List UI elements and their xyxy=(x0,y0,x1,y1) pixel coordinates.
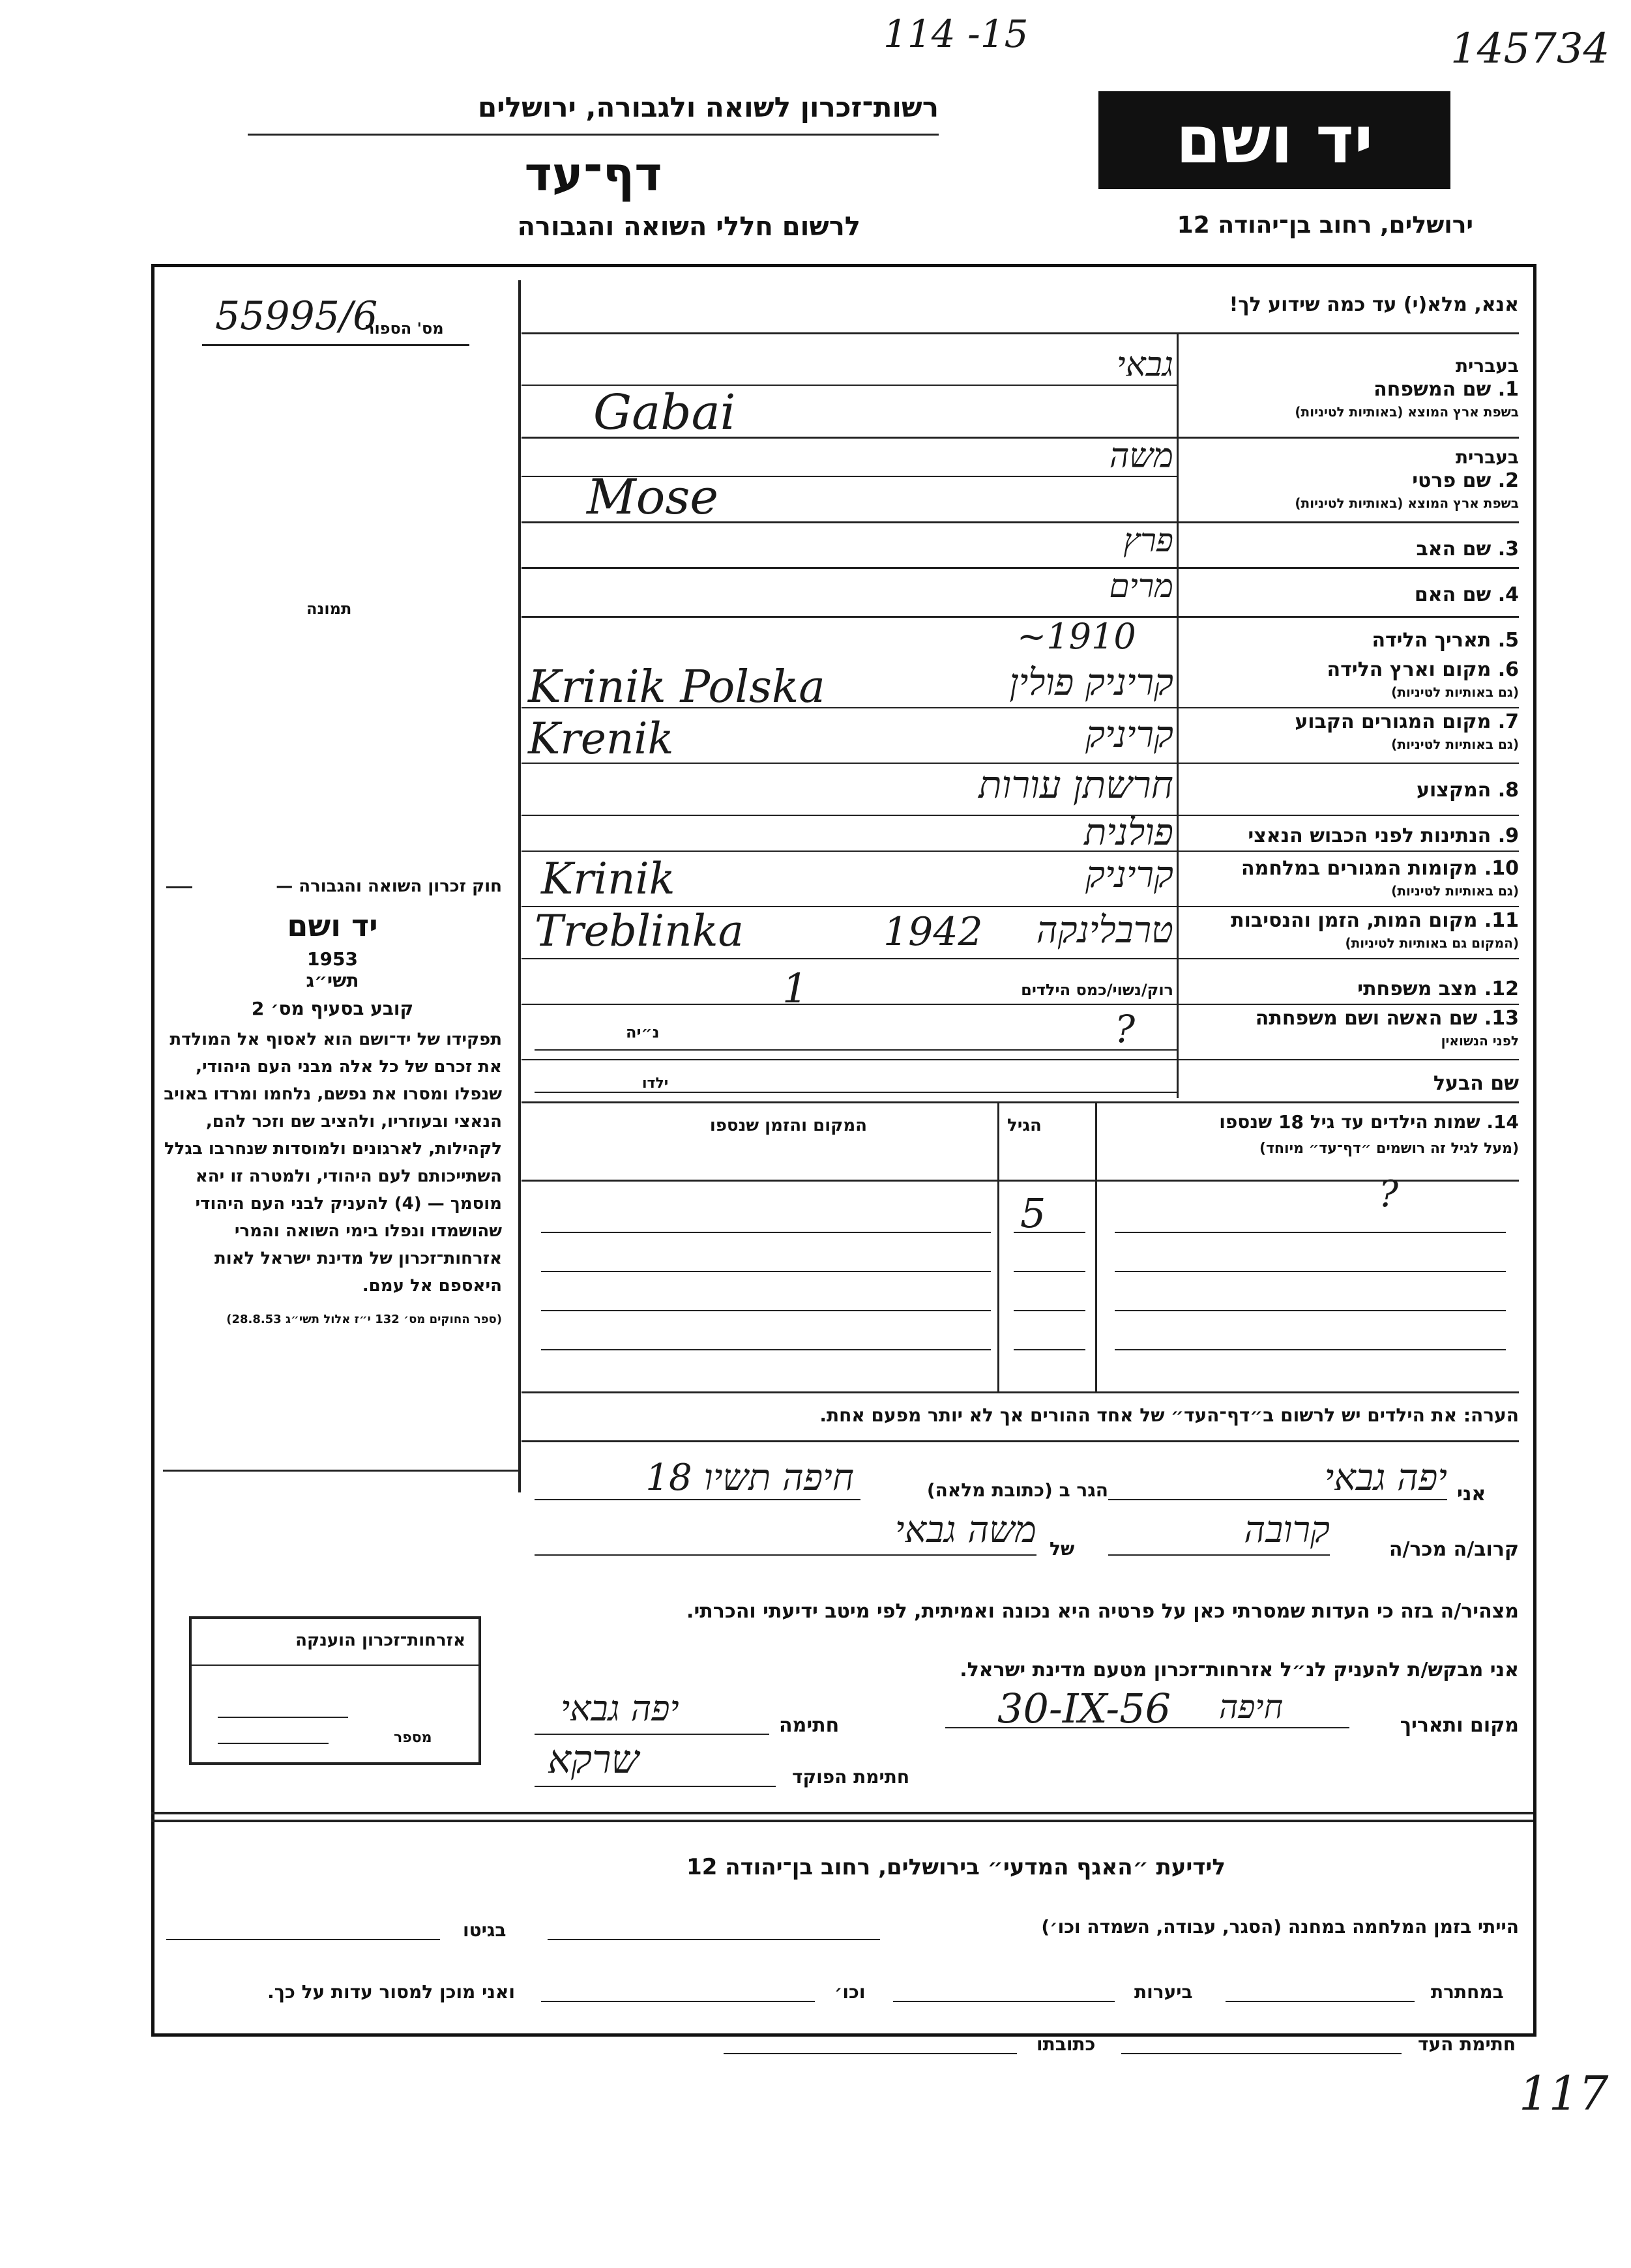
col-age: הגיל xyxy=(1007,1116,1042,1135)
place-date-label: מקום ותאריך xyxy=(1400,1714,1519,1737)
logo-box xyxy=(1098,91,1450,189)
decl-residing: הגר ב (כתובת מלאה) xyxy=(926,1479,1108,1501)
label-column-divider xyxy=(1177,332,1179,1098)
decl-i: אני xyxy=(1457,1483,1486,1505)
official-signature: שרקא xyxy=(548,1737,639,1782)
field-13-sub: לפני הנשואין xyxy=(1441,1033,1519,1049)
victim-name: משה גבאי xyxy=(894,1509,1036,1551)
law-title: חוק זכרון השואה והגבורה — xyxy=(276,877,502,896)
official-label: חתימת הפוקד xyxy=(792,1766,910,1788)
field-14-sub: (מעל לגיל זה רושמים ״דף־עד״ מיוחד) xyxy=(1259,1141,1519,1157)
intro-text: אנא, מלא(י) עד כמה שידוע לך! xyxy=(1229,293,1519,316)
signature-label: חתימה xyxy=(779,1714,840,1737)
decl-date: 30-IX-56 xyxy=(997,1685,1171,1732)
field-4-label: 4. שם האם xyxy=(1414,583,1519,606)
child-age-1: 5 xyxy=(1020,1189,1046,1237)
page-title: דף־עד xyxy=(524,147,662,201)
left-column-divider xyxy=(518,280,521,1492)
child-name-1: ? xyxy=(1379,1173,1399,1215)
field-8-label: 8. המקצוע xyxy=(1417,779,1519,802)
field-husband-label: שם הבעל xyxy=(1433,1072,1519,1095)
relation-value: קרובה xyxy=(1244,1509,1330,1551)
marital-options: רוק/נשוי/כמס הילדים xyxy=(1021,981,1173,999)
residence-hebrew: קריניק xyxy=(1085,714,1173,756)
page-number: 117 xyxy=(1519,2066,1609,2121)
field-11-sub: (המקום גם באותיות לטיניות) xyxy=(1345,935,1519,951)
law-section: קובע בסעיף מס׳ 2 xyxy=(251,998,414,1019)
field-10-label: 10. מקומות המגורים במלחמה xyxy=(1241,857,1519,880)
footer-willing: ואני מוכן למסור עדות על כך. xyxy=(267,1981,515,2003)
surname-hebrew: גבאי xyxy=(1116,345,1173,385)
decl-statement: מצהיר/ה בזה כי העדות שמסרתי כאן על פרטיה היא נכונה ואמיתית, לפי מיטב ידיעתי והכרתי. xyxy=(686,1600,1519,1623)
field-1-sub: בשפת ארץ המוצא (באותיות לטיניות) xyxy=(1295,404,1519,420)
field-1-label: 1. שם המשפחה xyxy=(1374,378,1519,401)
relative-label: קרוב/ה מכר/ה xyxy=(1389,1538,1519,1561)
field-7-sub: (גם באותיות לטיניות) xyxy=(1391,736,1519,752)
field-2-hebrew-tag: בעברית xyxy=(1455,446,1519,468)
footer-etc: וכו׳ xyxy=(834,1981,866,2003)
decl-of: של xyxy=(1050,1538,1075,1560)
law-source: (ספר החוקים מס׳ 132 י״ז אלול תשי״ג 28.8.53) xyxy=(226,1313,502,1326)
law-heb-year: תשי״ג xyxy=(306,970,359,991)
logo: יד ושם xyxy=(1175,102,1374,178)
birth-date: ~1910 xyxy=(1017,616,1136,657)
residence-latin: Krenik xyxy=(528,714,674,764)
husband-sub: ילדו xyxy=(642,1075,669,1092)
birthplace-hebrew: קריניק פולין xyxy=(1009,662,1173,704)
decl-request: אני מבקש/ת להעניק לנ״ל אזרחות־זכרון מטעם מדינת ישראל. xyxy=(960,1659,1519,1681)
note: הערה: את הילדים יש לרשום ב״דף־העד״ של אחד ההורים אך לא יותר מפעם אחת. xyxy=(819,1404,1519,1426)
father-name: פרץ xyxy=(1123,521,1173,559)
children-table-divider-1 xyxy=(997,1101,999,1391)
record-id: 145734 xyxy=(1450,25,1610,73)
footer-title: לידיעת ״האגף המדעי״ בירושלים, רחוב בן־יהודה 12 xyxy=(686,1854,1226,1880)
folio-number: 114 -15 xyxy=(883,12,1029,56)
serial-box xyxy=(169,293,495,345)
law-box xyxy=(163,877,502,1326)
field-14-label: 14. שמות הילדים עד גיל 18 שנספו xyxy=(1219,1111,1519,1133)
witness-name: יפה גבאי xyxy=(1324,1457,1447,1499)
field-3-label: 3. שם האב xyxy=(1416,538,1519,560)
law-name: יד ושם xyxy=(287,908,378,943)
citizenship: פולנית xyxy=(1084,811,1173,854)
footer-line1: הייתי בזמן המלחמה במחנה (הסגר, עבודה, השמדה וכו׳) xyxy=(1041,1916,1519,1938)
subtitle: לרשום חללי השואה והגבורה xyxy=(517,212,860,242)
field-1-hebrew-tag: בעברית xyxy=(1455,355,1519,377)
death-place-hebrew: טרבלינקה xyxy=(1036,909,1173,952)
org-line: רשות־זכרון לשואה ולגבורה, ירושלים xyxy=(477,91,939,123)
children-count: 1 xyxy=(782,965,808,1012)
children-table-divider-2 xyxy=(1095,1101,1097,1391)
witness-signature: יפה גבאי xyxy=(561,1688,679,1729)
field-6-sub: (גם באותיות לטיניות) xyxy=(1391,684,1519,700)
field-12-label: 12. מצב משפחתי xyxy=(1357,978,1519,1000)
mother-name: מרים xyxy=(1109,567,1173,605)
field-2-label: 2. שם פרטי xyxy=(1412,469,1519,492)
field-7-label: 7. מקום המגורים הקבוע xyxy=(1295,710,1519,733)
field-10-sub: (גם באותיות לטיניות) xyxy=(1391,883,1519,899)
birthplace-latin: Krinik Polska xyxy=(528,662,825,713)
field-9-label: 9. הנתינות לפני הכבוש הנאצי xyxy=(1248,824,1519,847)
wartime-residence-latin: Krinik xyxy=(541,854,675,904)
wartime-residence-hebrew: קריניק xyxy=(1085,854,1173,896)
serial-value: 55995/6 xyxy=(215,293,378,339)
col-place: המקום והזמן שנספו xyxy=(709,1116,867,1135)
serial-label: מס' הספור xyxy=(365,319,444,338)
wife-name: ? xyxy=(1115,1007,1136,1051)
law-text: תפקידו של יד־ושם הוא לאסוף אל המולדת את זכרם של כל אלה מבני העם היהודי, שנפלו ומסרו את נפשם, נלחמו ומרדו באויב הנאצי ובעוזריו, ולהציב שם וזכר להם, לקהילות, לארגונים ולמוסדות שנחרבו בגלל השתייכותם לעם היהודי, ולמטרה זו יהא מוסמך — (4) להעניק לבני העם היהודי שהושמדו ונפלו בימי השואה והמרי אזרחות־זכרון של מדינת ישראל לאות היאספם אל עמם. xyxy=(164,1030,502,1296)
footer-line1-end: בגיטו xyxy=(463,1919,507,1941)
photo-label: תמונה xyxy=(306,600,352,618)
citizenship-number-label: מספר xyxy=(394,1730,432,1746)
maiden-label: נ״יה xyxy=(626,1023,660,1041)
field-11-label: 11. מקום המות, הזמן והנסיבות xyxy=(1231,909,1519,932)
field-6-label: 6. מקום וארץ הלידה xyxy=(1327,658,1519,681)
first-name-hebrew: משה xyxy=(1109,437,1173,476)
footer-underground: במחתרת xyxy=(1431,1981,1504,2003)
law-year: 1953 xyxy=(307,948,358,970)
footer-witness-address: כתובתו xyxy=(1036,2033,1096,2055)
citizenship-title: אזרחות־זכרון הוענקה xyxy=(295,1631,465,1650)
address-line: ירושלים, רחוב בן־יהודה 12 xyxy=(1177,212,1473,239)
first-name-latin: Mose xyxy=(587,469,719,525)
footer-witness-sig: חתימת העד xyxy=(1418,2033,1516,2055)
field-13-label: 13. שם האשה ושם משפחתה xyxy=(1255,1007,1519,1030)
field-5-label: 5. תאריך הלידה xyxy=(1372,629,1519,652)
death-place-latin: Treblinka xyxy=(535,906,744,956)
death-year: 1942 xyxy=(883,909,983,955)
surname-latin: Gabai xyxy=(593,385,736,441)
field-2-sub: בשפת ארץ המוצא (באותיות לטיניות) xyxy=(1295,495,1519,511)
occupation: חרשתן עורות xyxy=(978,763,1173,807)
citizenship-box xyxy=(189,1616,481,1765)
decl-place: חיפה xyxy=(1219,1688,1284,1726)
witness-address: חיפה תשיו 18 xyxy=(645,1457,854,1499)
footer-forests: ביערות xyxy=(1134,1981,1193,2003)
